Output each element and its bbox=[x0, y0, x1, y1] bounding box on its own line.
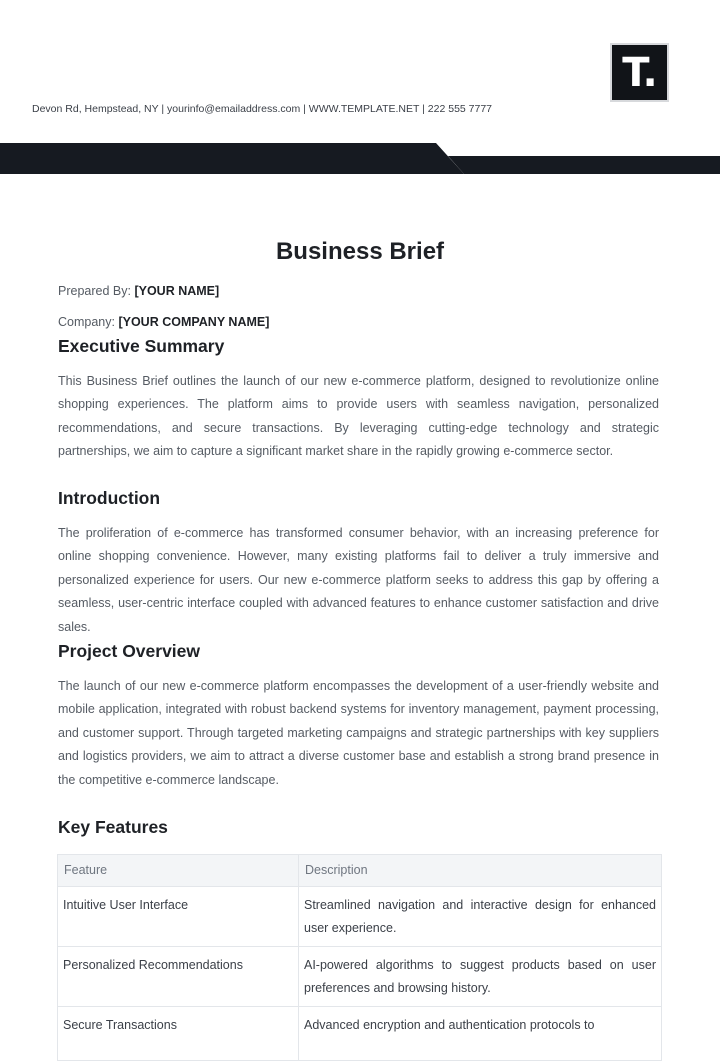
prepared-by-label: Prepared By: bbox=[58, 284, 135, 298]
table-row bbox=[58, 1007, 662, 1061]
table-header-row bbox=[58, 855, 662, 887]
feature-cell: Personalized Recommendations bbox=[58, 947, 299, 1007]
key-features-table bbox=[57, 854, 662, 1061]
feature-cell: Intuitive User Interface bbox=[58, 887, 299, 947]
contact-line: Devon Rd, Hempstead, NY | yourinfo@emailaddress.com | WWW.TEMPLATE.NET | 222 555 7777 bbox=[32, 103, 493, 115]
logo-text: T. bbox=[622, 49, 657, 96]
feature-cell: Secure Transactions bbox=[58, 1007, 299, 1061]
description-cell: AI-powered algorithms to suggest products based on user preferences and browsing history. bbox=[299, 947, 662, 1007]
description-cell: Streamlined navigation and interactive design for enhanced user experience. bbox=[299, 887, 662, 947]
key-features-heading: Key Features bbox=[58, 817, 168, 837]
column-header-feature: Feature bbox=[58, 855, 299, 887]
company-label: Company: bbox=[58, 315, 119, 329]
company-value: [YOUR COMPANY NAME] bbox=[118, 315, 270, 329]
introduction-body: The proliferation of e-commerce has transformed consumer behavior, with an increasing preference for online shopping convenience. However, many existing platforms fail to deliver a truly immersive and personalized experience for users. Our new e-commerce platform seeks to address this gap by offering a seamless, user-centric interface coupled with advanced features to enhance customer satisfaction and drive sales. bbox=[58, 526, 659, 634]
header-band bbox=[0, 143, 720, 174]
prepared-by bbox=[58, 284, 219, 298]
table-row bbox=[58, 947, 662, 1007]
executive-summary-heading: Executive Summary bbox=[58, 336, 225, 356]
table-row bbox=[58, 887, 662, 947]
project-overview-body: The launch of our new e-commerce platform encompasses the development of a user-friendly website and mobile application, integrated with robust backend systems for inventory management, payment processing, and customer support. Through targeted marketing campaigns and strategic partnerships with key suppliers and logistics providers, we aim to attract a diverse customer base and establish a strong brand presence in the competitive e-commerce landscape. bbox=[58, 679, 659, 787]
description-cell: Advanced encryption and authentication protocols to bbox=[299, 1007, 662, 1061]
column-header-description: Description bbox=[299, 855, 662, 887]
introduction-heading: Introduction bbox=[58, 488, 161, 508]
document-title: Business Brief bbox=[275, 238, 445, 265]
header-band-left bbox=[0, 143, 464, 174]
prepared-by-value: [YOUR NAME] bbox=[134, 284, 220, 298]
company bbox=[58, 315, 269, 329]
executive-summary-body: This Business Brief outlines the launch of our new e-commerce platform, designed to revolutionize online shopping experiences. The platform aims to provide users with seamless navigation, personalized recommendations, and secure transactions. By leveraging cutting-edge technology and strategic partnerships, we aim to capture a significant market share in the rapidly growing e-commerce sector. bbox=[58, 374, 659, 459]
project-overview-heading: Project Overview bbox=[58, 641, 201, 661]
company-logo bbox=[610, 43, 669, 102]
header-band-right bbox=[448, 156, 720, 174]
